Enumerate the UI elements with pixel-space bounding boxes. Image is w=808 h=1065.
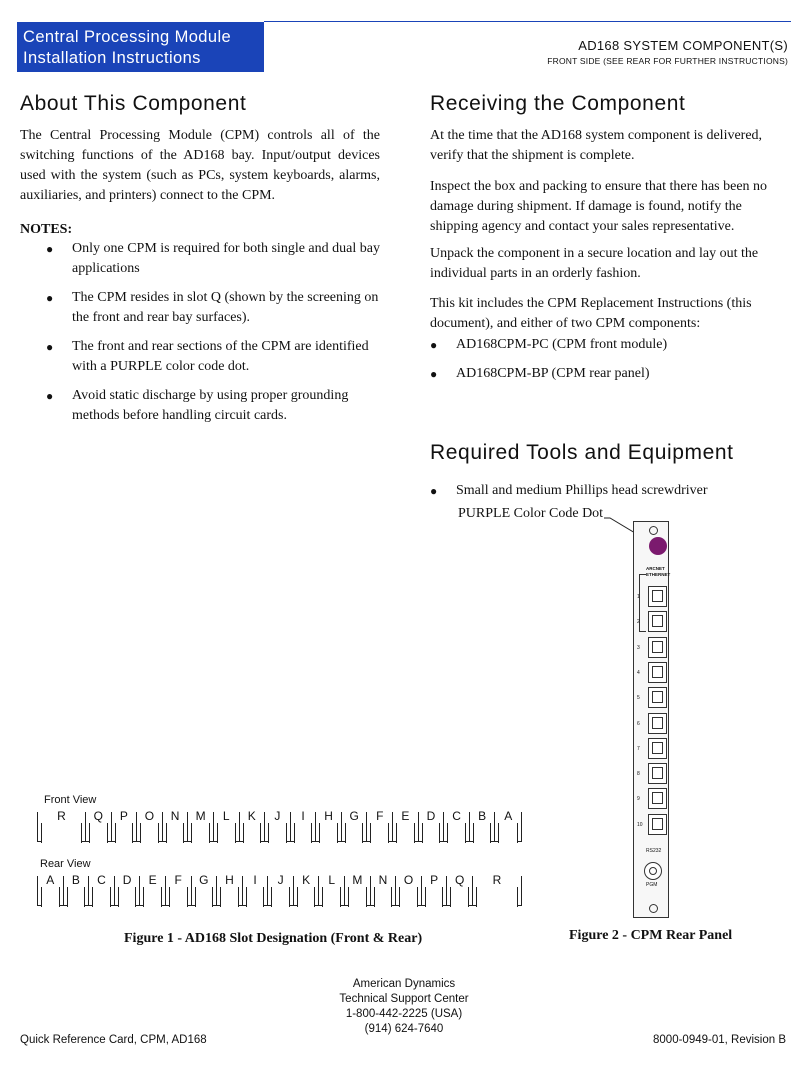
header-box-line1: Central Processing Module (23, 28, 232, 46)
receiving-heading: Receiving the Component (430, 92, 686, 115)
rs232-label: RS232 (646, 848, 662, 854)
slot-i (291, 809, 317, 842)
components-list (430, 335, 790, 393)
pgm-label: PGM (646, 882, 658, 888)
slot-p (422, 873, 448, 906)
slot-label: A (495, 810, 521, 823)
about-heading: About This Component (20, 92, 247, 115)
notes-list (20, 239, 380, 435)
list-item: ● Only one CPM is required for both single and dual bay applications (46, 241, 380, 276)
footer-left: Quick Reference Card, CPM, AD168 (20, 1034, 207, 1046)
slot-label: I (291, 810, 316, 823)
jack-number: 2 (637, 619, 640, 626)
slot-label: J (265, 810, 290, 823)
port-group-bracket (639, 574, 646, 632)
jack-number: 4 (637, 669, 640, 676)
support-center: Technical Support Center (339, 993, 469, 1005)
slot-p (112, 809, 138, 842)
slot-label: E (140, 874, 165, 887)
slot-label: P (112, 810, 137, 823)
notes-label: NOTES: (20, 222, 73, 237)
contact-block (0, 977, 808, 1037)
ethernet-jack (648, 586, 667, 607)
slot-i (243, 873, 269, 906)
phone-primary: 1-800-442-2225 (USA) (345, 1008, 463, 1020)
panel-screw-bottom (649, 904, 658, 913)
front-view-label: Front View (44, 794, 97, 806)
ethernet-jack (648, 763, 667, 784)
list-item: ● The front and rear sections of the CPM are identified with a PURPLE color code dot. (46, 339, 369, 374)
slot-label: A (38, 874, 63, 887)
ethernet-jack (648, 637, 667, 658)
slot-g (192, 873, 218, 906)
slot-j (268, 873, 294, 906)
slot-q (447, 873, 473, 906)
list-item: ● Avoid static discharge by using proper grounding methods before handling circuit cards. (46, 388, 349, 423)
receiving-p3: Unpack the component in a secure location and lay out the individual parts in an orderly fashion. (430, 246, 759, 281)
slot-label: B (470, 810, 495, 823)
front-slot-strip (37, 809, 522, 842)
slot-label: C (444, 810, 469, 823)
slot-b (470, 809, 496, 842)
slot-c (444, 809, 470, 842)
slot-j (265, 809, 291, 842)
slot-h (217, 873, 243, 906)
jack-number: 9 (637, 796, 640, 803)
rear-slot-strip (37, 873, 522, 906)
slot-l (214, 809, 240, 842)
list-item: ● Small and medium Phillips head screwdriver (430, 483, 708, 498)
slot-label: J (268, 874, 293, 887)
jack-number: 7 (637, 745, 640, 752)
header-title: AD168 SYSTEM COMPONENT(S) (578, 38, 788, 53)
slot-f (166, 873, 192, 906)
slot-label: R (473, 874, 521, 887)
slot-label: N (163, 810, 188, 823)
slot-label: G (192, 874, 217, 887)
slot-k (294, 873, 320, 906)
jack-number: 8 (637, 771, 640, 778)
ethernet-jack (648, 814, 667, 835)
cpm-rear-panel (633, 521, 669, 918)
figure1-caption: Figure 1 - AD168 Slot Designation (Front & Rear) (124, 931, 423, 946)
header-box-line2: Installation Instructions (23, 49, 201, 67)
slot-m (188, 809, 214, 842)
receiving-p4: This kit includes the CPM Replacement Instructions (this document), and either of two CPM components: (430, 296, 752, 331)
ethernet-jack (648, 611, 667, 632)
ethernet-jack (648, 687, 667, 708)
slot-label: K (294, 874, 319, 887)
slot-label: E (393, 810, 418, 823)
list-item: ● AD168CPM-BP (CPM rear panel) (430, 366, 650, 381)
jack-number: 1 (637, 594, 640, 600)
jack-number: 10 (637, 821, 643, 828)
slot-label: L (214, 810, 239, 823)
figure2-caption: Figure 2 - CPM Rear Panel (569, 928, 733, 943)
list-item: ● The CPM resides in slot Q (shown by the screening on the front and rear bay surfaces). (46, 290, 379, 325)
slot-q (86, 809, 112, 842)
jack-number: 5 (637, 695, 640, 702)
slot-label: I (243, 874, 268, 887)
rs232-connector (644, 862, 662, 880)
about-intro: The Central Processing Module (CPM) controls all of the switching functions of the AD168 bay. Input/output devices used with the system (such as PCs, system keyboards, alarms, auxiliaries, and printers) connect to the CPM. (20, 128, 380, 203)
ethernet-jack (648, 713, 667, 734)
jack-number: 6 (637, 720, 640, 727)
slot-label: R (38, 810, 85, 823)
phone-secondary: (914) 624-7640 (364, 1023, 444, 1035)
slot-n (163, 809, 189, 842)
tools-heading: Required Tools and Equipment (430, 441, 734, 464)
list-item: ● AD168CPM-PC (CPM front module) (430, 337, 668, 352)
slot-label: L (319, 874, 344, 887)
slot-f (367, 809, 393, 842)
slot-g (342, 809, 368, 842)
footer-right: 8000-0949-01, Revision B (653, 1034, 786, 1046)
slot-b (64, 873, 90, 906)
header-subtitle: FRONT SIDE (SEE REAR FOR FURTHER INSTRUCTIONS) (547, 56, 788, 66)
panel-screw-top (649, 526, 658, 535)
rear-view-label: Rear View (40, 858, 91, 870)
receiving-p2: Inspect the box and packing to ensure that there has been no damage during shipment. If damage is found, notify the shipping agency and contact your sales representative. (430, 179, 768, 234)
slot-c (89, 873, 115, 906)
slot-label: O (137, 810, 162, 823)
slot-label: M (345, 874, 370, 887)
slot-label: B (64, 874, 89, 887)
slot-label: K (240, 810, 265, 823)
ethernet-jack (648, 788, 667, 809)
slot-e (393, 809, 419, 842)
header-rule (264, 21, 791, 22)
slot-r (473, 873, 521, 906)
slot-label: D (419, 810, 444, 823)
slot-label: F (367, 810, 392, 823)
header-title-box (17, 22, 264, 72)
ethernet-jack (648, 738, 667, 759)
slot-label: H (217, 874, 242, 887)
slot-d (419, 809, 445, 842)
slot-r (38, 809, 86, 842)
port-group-label: ARCNET ETHERNET (646, 566, 671, 577)
slot-label: N (371, 874, 396, 887)
receiving-p1: At the time that the AD168 system component is delivered, verify that the shipment is complete. (430, 128, 763, 163)
slot-h (316, 809, 342, 842)
slot-label: G (342, 810, 367, 823)
slot-k (240, 809, 266, 842)
jack-number: 3 (637, 644, 640, 651)
ethernet-jack (648, 662, 667, 683)
slot-label: H (316, 810, 341, 823)
slot-m (345, 873, 371, 906)
slot-label: P (422, 874, 447, 887)
slot-d (115, 873, 141, 906)
slot-e (140, 873, 166, 906)
slot-label: M (188, 810, 213, 823)
slot-label: Q (86, 810, 111, 823)
slot-a (38, 873, 64, 906)
slot-n (371, 873, 397, 906)
slot-o (137, 809, 163, 842)
slot-label: D (115, 874, 140, 887)
slot-o (396, 873, 422, 906)
slot-label: C (89, 874, 114, 887)
slot-l (319, 873, 345, 906)
slot-a (495, 809, 521, 842)
purple-color-dot (649, 537, 667, 555)
color-dot-callout: PURPLE Color Code Dot (458, 506, 604, 521)
company-name: American Dynamics (352, 978, 456, 990)
slot-label: O (396, 874, 421, 887)
slot-label: Q (447, 874, 472, 887)
slot-label: F (166, 874, 191, 887)
